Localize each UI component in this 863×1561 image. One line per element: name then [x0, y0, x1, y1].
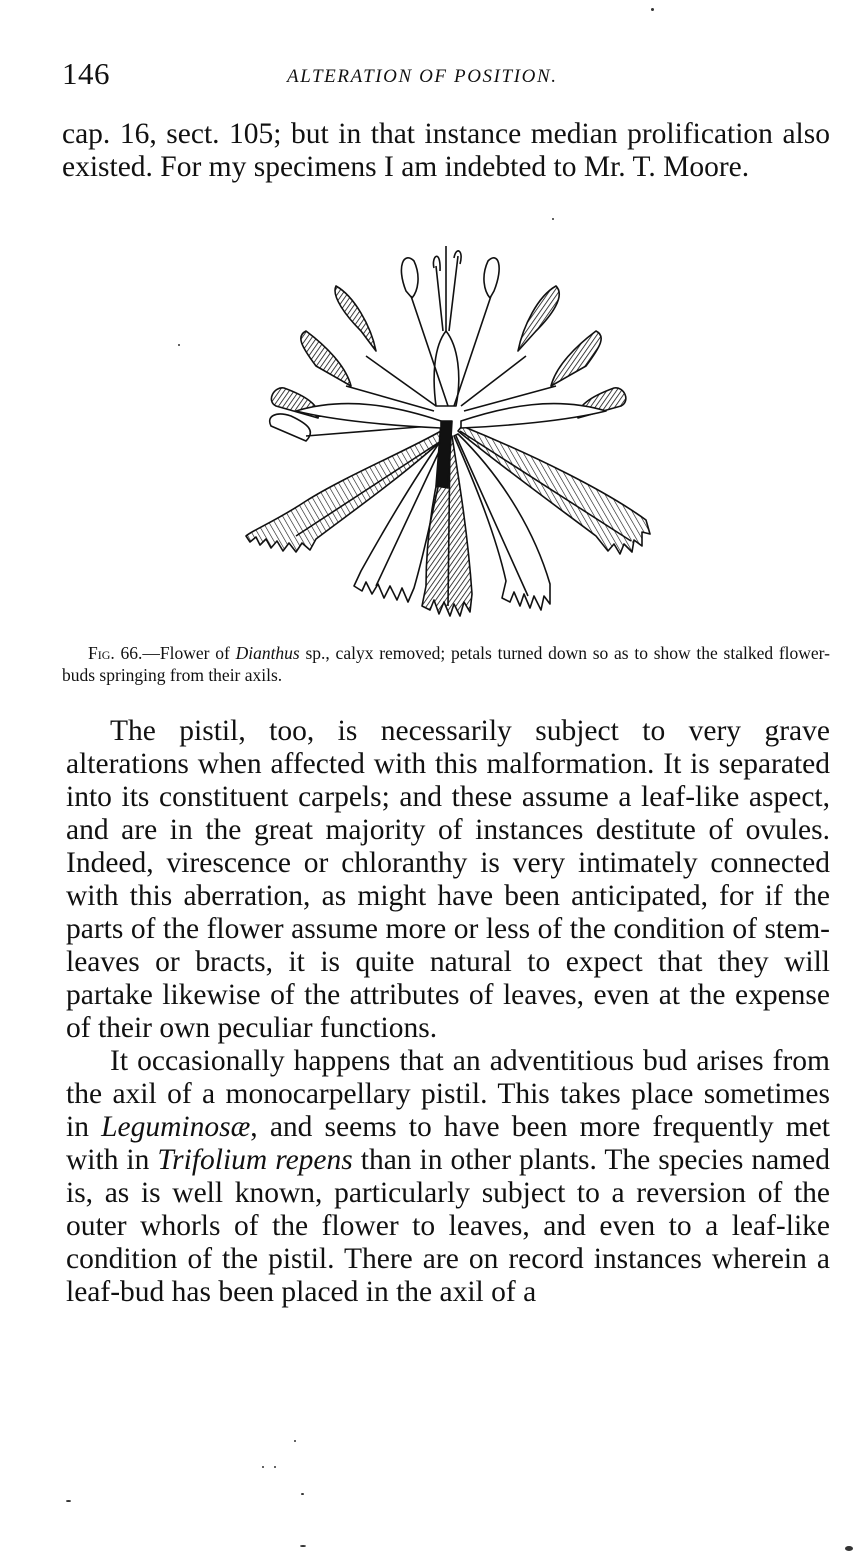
caption-genus: Dianthus	[235, 643, 300, 663]
scan-speck	[178, 344, 180, 346]
scan-speck	[300, 1545, 306, 1547]
scan-speck	[294, 1440, 296, 1442]
figure-caption	[62, 642, 830, 686]
paragraph-pistil: The pistil, too, is necessarily subject to very grave alterations when affected with this malformation. It is separated into its constituent carpels; and these assume a leaf-like aspect, and are in the great majority of instances destitute of ovules. Indeed, virescence or chloranthy is very intimately connected with this aberration, as might have been anticipated, for if the parts of the flower assume more or less of the condition of stem-leaves or bracts, it is quite natural to expect that they will partake likewise of the attributes of leaves, even at the expense of their own peculiar functions.	[66, 715, 830, 1044]
running-head: ALTERATION OF POSITION.	[287, 66, 558, 87]
scan-speck	[552, 218, 554, 220]
continued-paragraph-text: cap. 16, sect. 105; but in that instance median prolification also existed. For my specimens I am indebted to Mr. T. Moore.	[62, 118, 830, 183]
caption-dash: —	[142, 643, 160, 663]
paragraph-2-part-2: , and seems to have been more frequently met with in	[66, 1111, 830, 1176]
paragraph-2-part-3: than in other plants. The species named is, as is well known, particularly subject to a reversion of the outer whorls of the flower to leaves, and even to a leaf-like condition of the pistil. There are on record instances wherein a leaf-bud has been placed in the axil of a	[66, 1144, 830, 1308]
dianthus-flower-icon	[236, 236, 666, 628]
paragraph-adventitious-bud	[66, 1045, 830, 1309]
continued-paragraph	[62, 118, 830, 184]
caption-text-before-genus: Flower of	[159, 643, 236, 663]
scan-speck	[262, 1466, 264, 1468]
main-text	[66, 715, 830, 1309]
taxon-trifolium-repens: Trifolium repens	[157, 1144, 353, 1176]
scan-speck	[301, 1493, 304, 1495]
paragraph-2-part-1: It occasionally happens that an adventitious bud arises from the axil of a monocarpellary pistil. This takes place sometimes in	[66, 1045, 830, 1143]
scan-speck	[274, 1466, 276, 1468]
caption-text-after-genus: sp., calyx removed; petals turned down so as to show the stalked flower-buds springing from their axils.	[62, 643, 830, 685]
taxon-leguminosae: Leguminosæ	[101, 1111, 251, 1143]
page-header	[62, 56, 832, 96]
scan-speck	[651, 8, 654, 11]
scan-speck	[845, 1546, 853, 1551]
page-number: 146	[62, 56, 110, 91]
figure-label: Fig. 66.	[88, 643, 143, 663]
scan-speck	[66, 1500, 71, 1502]
